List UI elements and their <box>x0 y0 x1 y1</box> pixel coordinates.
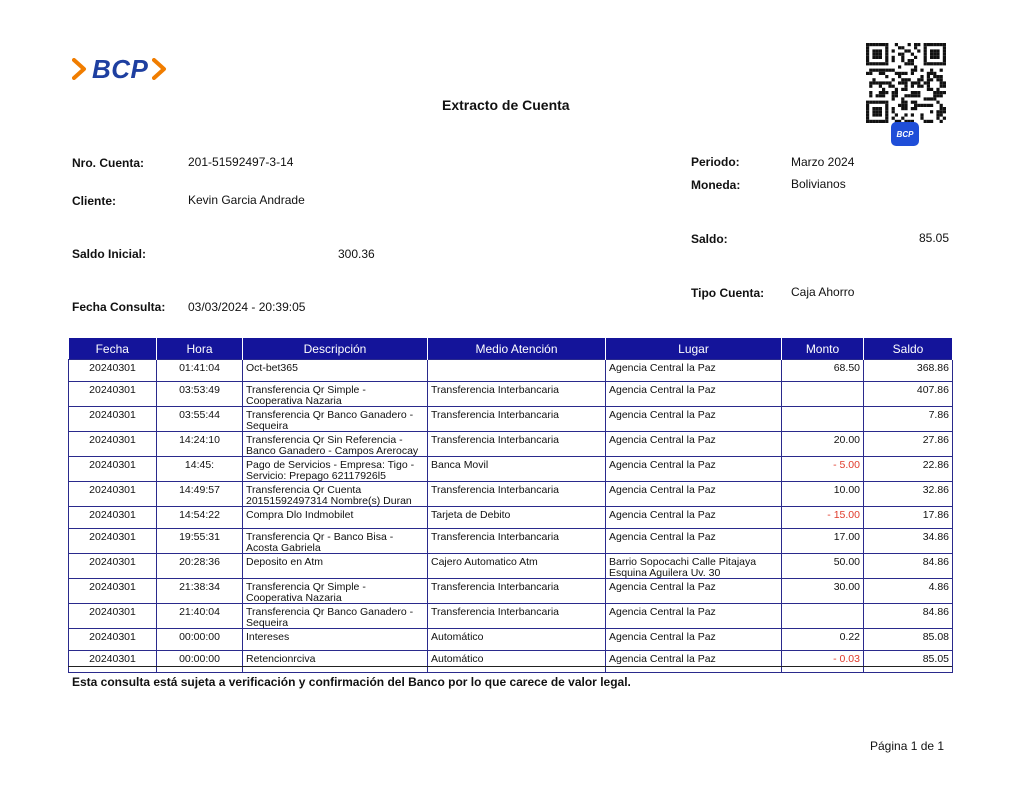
periodo-label: Periodo: <box>691 155 740 169</box>
row-lugar <box>606 651 782 673</box>
row-medio-text: Automático <box>431 653 484 665</box>
saldo-inicial-label: Saldo Inicial: <box>72 247 147 261</box>
moneda-label: Moneda: <box>691 178 741 192</box>
row-lugar <box>606 554 782 579</box>
row-lugar-text: Agencia Central la Paz <box>609 434 716 446</box>
col-descripcion-header: Descripción <box>243 338 428 360</box>
row-medio <box>428 579 606 604</box>
row-lugar <box>606 579 782 604</box>
row-monto-text: 17.00 <box>833 531 860 543</box>
row-saldo-text: 84.86 <box>922 556 949 568</box>
row-saldo-text: 85.05 <box>922 653 949 665</box>
row-fecha <box>69 457 157 482</box>
row-lugar <box>606 507 782 529</box>
row-lugar-text: Agencia Central la Paz <box>609 484 716 496</box>
row-lugar <box>606 482 782 507</box>
row-descripcion <box>243 482 428 507</box>
row-medio <box>428 432 606 457</box>
row-fecha-text: 20240301 <box>89 581 136 593</box>
row-medio-text: Transferencia Interbancaria <box>431 409 560 421</box>
col-monto-header: Monto <box>782 338 864 360</box>
row-saldo-text: 4.86 <box>928 581 949 593</box>
row-fecha <box>69 629 157 651</box>
row-saldo <box>864 554 953 579</box>
row-medio-text <box>431 360 602 363</box>
row-saldo-text: 22.86 <box>922 459 949 471</box>
table-row <box>69 629 953 651</box>
row-saldo-text: 407.86 <box>916 384 949 396</box>
row-lugar <box>606 382 782 407</box>
row-lugar-text: Agencia Central la Paz <box>609 631 716 643</box>
col-medio-header: Medio Atención <box>428 338 606 360</box>
row-lugar-text: Agencia Central la Paz <box>609 362 716 374</box>
row-descripcion <box>243 529 428 554</box>
row-descripcion-text: Compra Dlo Indmobilet <box>246 509 354 521</box>
row-descripcion <box>243 407 428 432</box>
row-saldo-text: 7.86 <box>928 409 949 421</box>
row-fecha-text: 20240301 <box>89 362 136 374</box>
row-saldo <box>864 382 953 407</box>
row-hora-text: 14:24:10 <box>179 434 220 446</box>
row-descripcion <box>243 579 428 604</box>
table-row <box>69 604 953 629</box>
row-fecha-text: 20240301 <box>89 409 136 421</box>
row-lugar-text: Agencia Central la Paz <box>609 531 716 543</box>
row-saldo <box>864 579 953 604</box>
row-monto <box>782 507 864 529</box>
row-lugar-text: Agencia Central la Paz <box>609 606 716 618</box>
row-lugar-text: Agencia Central la Paz <box>609 459 716 471</box>
row-hora-text: 21:38:34 <box>179 581 220 593</box>
row-monto-text: - 0.03 <box>833 653 860 665</box>
row-descripcion <box>243 554 428 579</box>
row-fecha-text: 20240301 <box>89 434 136 446</box>
row-hora <box>157 432 243 457</box>
row-descripcion <box>243 457 428 482</box>
row-saldo <box>864 360 953 382</box>
saldo-label: Saldo: <box>691 232 728 246</box>
row-fecha-text: 20240301 <box>89 606 136 618</box>
cliente-value: Kevin Garcia Andrade <box>188 193 305 207</box>
row-lugar <box>606 457 782 482</box>
row-medio-text: Transferencia Interbancaria <box>431 581 560 593</box>
row-fecha-text: 20240301 <box>89 531 136 543</box>
row-monto <box>782 629 864 651</box>
transactions-table <box>68 338 952 673</box>
row-descripcion-text: Transferencia Qr Cuenta 20151592497314 Nombre(s) Duran <box>246 484 412 506</box>
row-saldo-text: 17.86 <box>922 509 949 521</box>
row-medio-text: Tarjeta de Debito <box>431 509 511 521</box>
row-medio <box>428 604 606 629</box>
row-saldo <box>864 529 953 554</box>
logo-text: BCP <box>92 53 149 84</box>
row-hora <box>157 382 243 407</box>
row-saldo <box>864 457 953 482</box>
row-hora <box>157 529 243 554</box>
tipo-cuenta-label: Tipo Cuenta: <box>691 286 765 300</box>
row-monto-text: 10.00 <box>833 484 860 496</box>
row-fecha <box>69 360 157 382</box>
row-fecha <box>69 604 157 629</box>
row-monto-text <box>785 407 860 410</box>
row-saldo <box>864 407 953 432</box>
row-hora-text: 00:00:00 <box>179 631 220 643</box>
row-monto <box>782 554 864 579</box>
moneda-value: Bolivianos <box>791 177 846 191</box>
table-row <box>69 529 953 554</box>
row-hora <box>157 554 243 579</box>
row-descripcion-text: Transferencia Qr - Banco Bisa - Acosta Gabriela <box>246 531 394 553</box>
page-title: Extracto de Cuenta <box>442 97 570 113</box>
row-hora <box>157 651 243 673</box>
row-medio <box>428 507 606 529</box>
row-monto <box>782 382 864 407</box>
row-fecha <box>69 554 157 579</box>
row-hora <box>157 482 243 507</box>
row-medio <box>428 382 606 407</box>
row-fecha <box>69 507 157 529</box>
row-descripcion-text: Intereses <box>246 631 290 643</box>
row-hora <box>157 457 243 482</box>
table-row <box>69 457 953 482</box>
row-fecha <box>69 529 157 554</box>
row-hora <box>157 629 243 651</box>
logo-chevron-right-icon <box>152 58 168 80</box>
row-descripcion <box>243 360 428 382</box>
row-hora <box>157 360 243 382</box>
row-lugar-text: Barrio Sopocachi Calle Pitajaya Esquina Aguilera Uv. 30 <box>609 556 757 578</box>
row-saldo-text: 34.86 <box>922 531 949 543</box>
row-descripcion <box>243 432 428 457</box>
table-row <box>69 432 953 457</box>
divider <box>68 666 952 667</box>
row-monto <box>782 432 864 457</box>
nro-cuenta-label: Nro. Cuenta: <box>72 156 144 170</box>
row-hora-text: 21:40:04 <box>179 606 220 618</box>
row-medio-text: Cajero Automatico Atm <box>431 556 538 568</box>
row-descripcion <box>243 507 428 529</box>
row-fecha-text: 20240301 <box>89 653 136 665</box>
row-saldo <box>864 432 953 457</box>
row-descripcion-text: Pago de Servicios - Empresa: Tigo - Servicio: Prepago 62117926l5 <box>246 459 415 481</box>
row-monto-text: 50.00 <box>833 556 860 568</box>
row-medio <box>428 360 606 382</box>
row-hora <box>157 407 243 432</box>
row-fecha-text: 20240301 <box>89 484 136 496</box>
row-medio-text: Transferencia Interbancaria <box>431 531 560 543</box>
row-lugar <box>606 432 782 457</box>
row-hora <box>157 579 243 604</box>
row-monto <box>782 651 864 673</box>
row-monto <box>782 579 864 604</box>
nro-cuenta-value: 201-51592497-3-14 <box>188 155 294 169</box>
row-monto-text: 20.00 <box>833 434 860 446</box>
col-hora-header: Hora <box>157 338 243 360</box>
row-saldo-text: 368.86 <box>916 362 949 374</box>
row-monto-text: - 5.00 <box>833 459 860 471</box>
row-descripcion-text: Transferencia Qr Simple - Cooperativa Nazaria <box>246 581 366 603</box>
row-lugar-text: Agencia Central la Paz <box>609 409 716 421</box>
row-medio-text: Transferencia Interbancaria <box>431 484 560 496</box>
table-header-row <box>69 338 953 360</box>
col-fecha-header: Fecha <box>69 338 157 360</box>
row-fecha-text: 20240301 <box>89 509 136 521</box>
row-monto <box>782 407 864 432</box>
row-medio-text: Banca Movil <box>431 459 489 471</box>
row-medio-text: Transferencia Interbancaria <box>431 384 560 396</box>
row-fecha <box>69 579 157 604</box>
table-row <box>69 579 953 604</box>
row-monto <box>782 529 864 554</box>
row-monto-text: 68.50 <box>833 362 860 374</box>
row-monto-text: 0.22 <box>839 631 860 643</box>
row-saldo <box>864 604 953 629</box>
row-hora-text: 14:49:57 <box>179 484 220 496</box>
fecha-consulta-label: Fecha Consulta: <box>72 300 166 314</box>
row-fecha-text: 20240301 <box>89 631 136 643</box>
saldo-value: 85.05 <box>919 231 950 245</box>
table-row <box>69 382 953 407</box>
row-medio <box>428 457 606 482</box>
row-descripcion <box>243 629 428 651</box>
row-fecha <box>69 651 157 673</box>
row-fecha <box>69 432 157 457</box>
row-descripcion <box>243 604 428 629</box>
row-fecha-text: 20240301 <box>89 556 136 568</box>
row-medio-text: Transferencia Interbancaria <box>431 606 560 618</box>
row-saldo-text: 32.86 <box>922 484 949 496</box>
row-hora-text: 19:55:31 <box>179 531 220 543</box>
row-descripcion <box>243 651 428 673</box>
row-hora-text: 01:41:04 <box>179 362 220 374</box>
row-medio <box>428 407 606 432</box>
row-medio <box>428 482 606 507</box>
row-descripcion-text: Deposito en Atm <box>246 556 324 568</box>
row-medio <box>428 554 606 579</box>
row-descripcion-text: Transferencia Qr Banco Ganadero - Sequeira <box>246 409 414 431</box>
col-saldo-header: Saldo <box>864 338 953 360</box>
row-lugar-text: Agencia Central la Paz <box>609 653 716 665</box>
row-descripcion-text: Transferencia Qr Simple - Cooperativa Nazaria <box>246 384 366 406</box>
table-row <box>69 407 953 432</box>
row-saldo <box>864 507 953 529</box>
legal-note: Esta consulta está sujeta a verificación y confirmación del Banco por lo que carece de valor legal. <box>72 675 631 689</box>
row-lugar-text: Agencia Central la Paz <box>609 384 716 396</box>
qr-code <box>866 43 946 123</box>
fecha-consulta-value: 03/03/2024 - 20:39:05 <box>188 300 306 314</box>
table-row <box>69 554 953 579</box>
row-fecha-text: 20240301 <box>89 459 136 471</box>
row-hora-text: 20:28:36 <box>179 556 220 568</box>
row-saldo-text: 27.86 <box>922 434 949 446</box>
row-descripcion-text: Retencionrciva <box>246 653 316 665</box>
row-descripcion <box>243 382 428 407</box>
row-medio-text: Automático <box>431 631 484 643</box>
row-monto-text: 30.00 <box>833 581 860 593</box>
periodo-value: Marzo 2024 <box>791 155 855 169</box>
row-lugar-text: Agencia Central la Paz <box>609 581 716 593</box>
row-monto-text: - 15.00 <box>827 509 860 521</box>
tipo-cuenta-value: Caja Ahorro <box>791 285 855 299</box>
row-saldo-text: 84.86 <box>922 606 949 618</box>
row-lugar <box>606 360 782 382</box>
row-monto <box>782 457 864 482</box>
row-fecha <box>69 407 157 432</box>
row-monto <box>782 482 864 507</box>
qr-badge: BCP <box>891 122 919 146</box>
row-medio <box>428 629 606 651</box>
row-monto <box>782 360 864 382</box>
row-lugar <box>606 407 782 432</box>
logo-chevron-icon <box>72 58 88 80</box>
table-row <box>69 651 953 673</box>
page-number: Página 1 de 1 <box>870 739 945 753</box>
row-saldo <box>864 651 953 673</box>
row-medio <box>428 651 606 673</box>
row-medio-text: Transferencia Interbancaria <box>431 434 560 446</box>
row-saldo-text: 85.08 <box>922 631 949 643</box>
table-row <box>69 507 953 529</box>
table-row <box>69 482 953 507</box>
row-hora <box>157 604 243 629</box>
bcp-logo <box>72 53 168 84</box>
row-medio <box>428 529 606 554</box>
row-hora-text: 14:45: <box>184 459 215 471</box>
row-hora-text: 03:53:49 <box>179 384 220 396</box>
row-fecha <box>69 482 157 507</box>
row-hora-text: 00:00:00 <box>179 653 220 665</box>
row-descripcion-text: Transferencia Qr Sin Referencia - Banco Ganadero - Campos Arerocay <box>246 434 419 456</box>
cliente-label: Cliente: <box>72 194 117 208</box>
row-saldo <box>864 482 953 507</box>
row-hora <box>157 507 243 529</box>
row-lugar <box>606 604 782 629</box>
row-monto <box>782 604 864 629</box>
col-lugar-header: Lugar <box>606 338 782 360</box>
table-row <box>69 360 953 382</box>
row-saldo <box>864 629 953 651</box>
row-lugar <box>606 629 782 651</box>
row-hora-text: 03:55:44 <box>179 409 220 421</box>
saldo-inicial-value: 300.36 <box>338 247 375 261</box>
row-lugar <box>606 529 782 554</box>
row-fecha-text: 20240301 <box>89 384 136 396</box>
row-fecha <box>69 382 157 407</box>
row-lugar-text: Agencia Central la Paz <box>609 509 716 521</box>
row-monto-text <box>785 382 860 385</box>
row-descripcion-text: Oct-bet365 <box>246 362 298 374</box>
row-descripcion-text: Transferencia Qr Banco Ganadero - Sequeira <box>246 606 414 628</box>
row-hora-text: 14:54:22 <box>179 509 220 521</box>
row-monto-text <box>785 604 860 607</box>
